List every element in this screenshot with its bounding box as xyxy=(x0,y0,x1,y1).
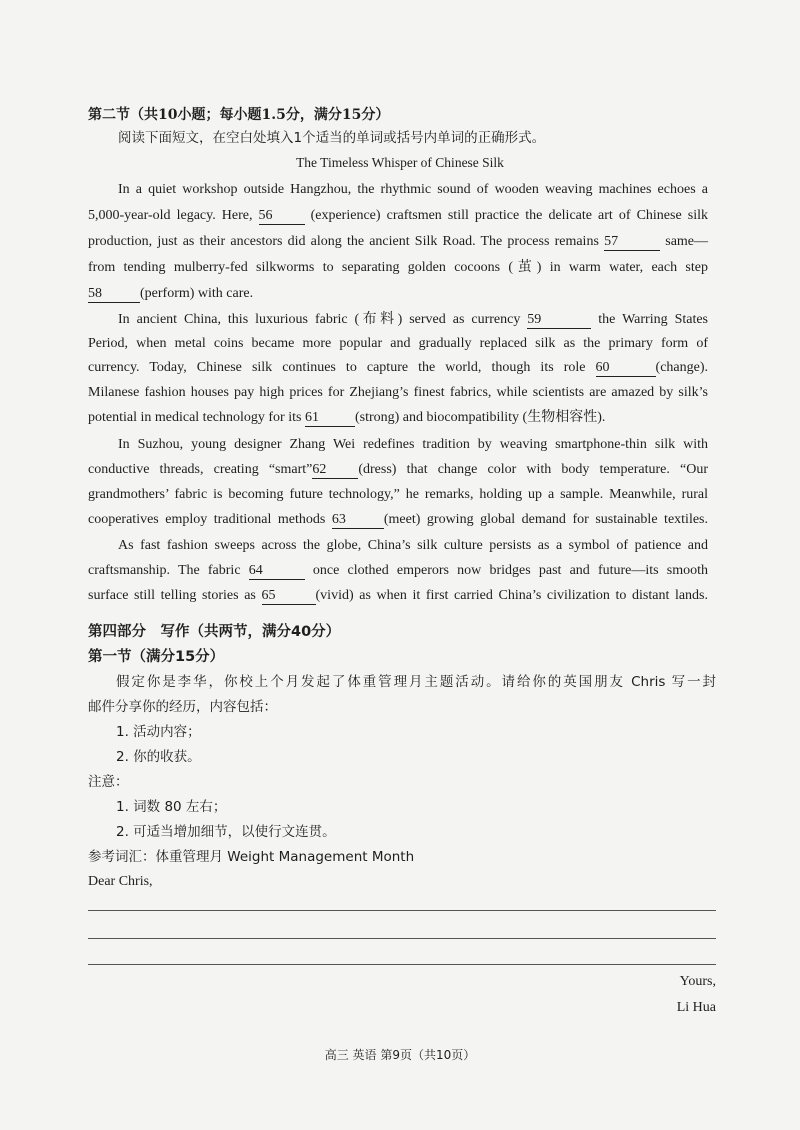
p1-line3: production, just as their ancestors did along the ancient Silk Road. The process remains 57 same— xyxy=(88,234,709,249)
note-label: 注意： xyxy=(88,774,129,790)
section1-heading: 第一节（满分15分） xyxy=(88,649,225,665)
instruction: 阅读下面短文，在空白处填入1个适当的单词或括号内单词的正确形式。 xyxy=(118,130,546,146)
prompt-line2: 邮件分享你的经历，内容包括： xyxy=(88,699,277,715)
blank-58[interactable]: 58 xyxy=(88,286,140,303)
blank-62[interactable]: 62 xyxy=(312,462,358,479)
p2-line2: Period, when metal coins became more popular and gradually replaced silk as the primary form of xyxy=(88,336,708,351)
page-footer: 高三 英语 第9页（共10页） xyxy=(324,1048,476,1062)
p2-line1: In ancient China, this luxurious fabric (布料) served as currency 59 the Warring States xyxy=(118,312,709,327)
blank-61[interactable]: 61 xyxy=(305,410,355,427)
note-item-2: 2. 可适当增加细节，以使行文连贯。 xyxy=(116,824,336,840)
p1-line1: In a quiet workshop outside Hangzhou, the rhythmic sound of wooden weaving machines echoes a xyxy=(118,182,708,197)
p2-line3: currency. Today, Chinese silk continues to capture the world, though its role 60 (change). xyxy=(88,360,709,375)
blank-59[interactable]: 59 xyxy=(527,312,591,329)
writing-line-1[interactable] xyxy=(88,910,716,911)
section-heading: 第二节（共10小题；每小题1.5分，满分15分） xyxy=(88,107,390,123)
p3-line2: conductive threads, creating “smart”62 (dress) that change color with body temperature. “Our xyxy=(88,462,708,477)
part4-heading: 第四部分 写作（共两节，满分40分） xyxy=(88,624,341,640)
p4-line3: surface still telling stories as 65 (vivid) as when it first carried China’s civilization to distant lands. xyxy=(88,588,709,603)
p3-line3: grandmothers’ fabric is becoming future technology,” he remarks, holding up a sample. Meanwhile, rural xyxy=(88,487,708,502)
content-item-2: 2. 你的收获。 xyxy=(116,749,201,765)
note-item-1: 1. 词数 80 左右； xyxy=(116,799,227,815)
prompt-line1: 假定你是李华，你校上个月发起了体重管理月主题活动。请给你的英国朋友 Chris 写一封 xyxy=(116,674,716,690)
p1-line2: 5,000-year-old legacy. Here, 56 (experience) craftsmen still practice the delicate art of Chinese silk xyxy=(88,208,708,223)
greeting: Dear Chris, xyxy=(88,874,153,889)
p3-line1: In Suzhou, young designer Zhang Wei redefines tradition by weaving smartphone-thin silk with xyxy=(118,437,708,452)
blank-57[interactable]: 57 xyxy=(604,234,660,251)
reference-vocab: 参考词汇：体重管理月 Weight Management Month xyxy=(88,849,415,865)
blank-64[interactable]: 64 xyxy=(249,563,305,580)
blank-63[interactable]: 63 xyxy=(332,512,384,529)
p4-line1: As fast fashion sweeps across the globe, China’s silk culture persists as a symbol of patience and xyxy=(118,538,708,553)
content-item-1: 1. 活动内容； xyxy=(116,724,201,740)
p4-line2: craftsmanship. The fabric 64 once clothed emperors now bridges past and future—its smooth xyxy=(88,563,709,578)
blank-56[interactable]: 56 xyxy=(259,208,305,225)
p1-line5: 58 (perform) with care. xyxy=(88,286,254,301)
p2-line4: Milanese fashion houses pay high prices for Zhejiang’s finest fabrics, while scientists are amazed by silk’s xyxy=(88,385,708,400)
p2-line5: potential in medical technology for its 61 (strong) and biocompatibility (生物相容性). xyxy=(88,410,606,425)
writing-line-2[interactable] xyxy=(88,938,716,939)
signature: Li Hua xyxy=(676,1000,716,1015)
writing-line-3[interactable] xyxy=(88,964,716,965)
p1-line4: from tending mulberry-fed silkworms to separating golden cocoons (茧) in warm water, each step xyxy=(88,260,708,275)
p3-line4: cooperatives employ traditional methods 63 (meet) growing global demand for sustainable textiles. xyxy=(88,512,708,527)
passage-title: The Timeless Whisper of Chinese Silk xyxy=(296,155,504,170)
blank-65[interactable]: 65 xyxy=(262,588,316,605)
closing: Yours, xyxy=(679,974,716,989)
blank-60[interactable]: 60 xyxy=(596,360,656,377)
